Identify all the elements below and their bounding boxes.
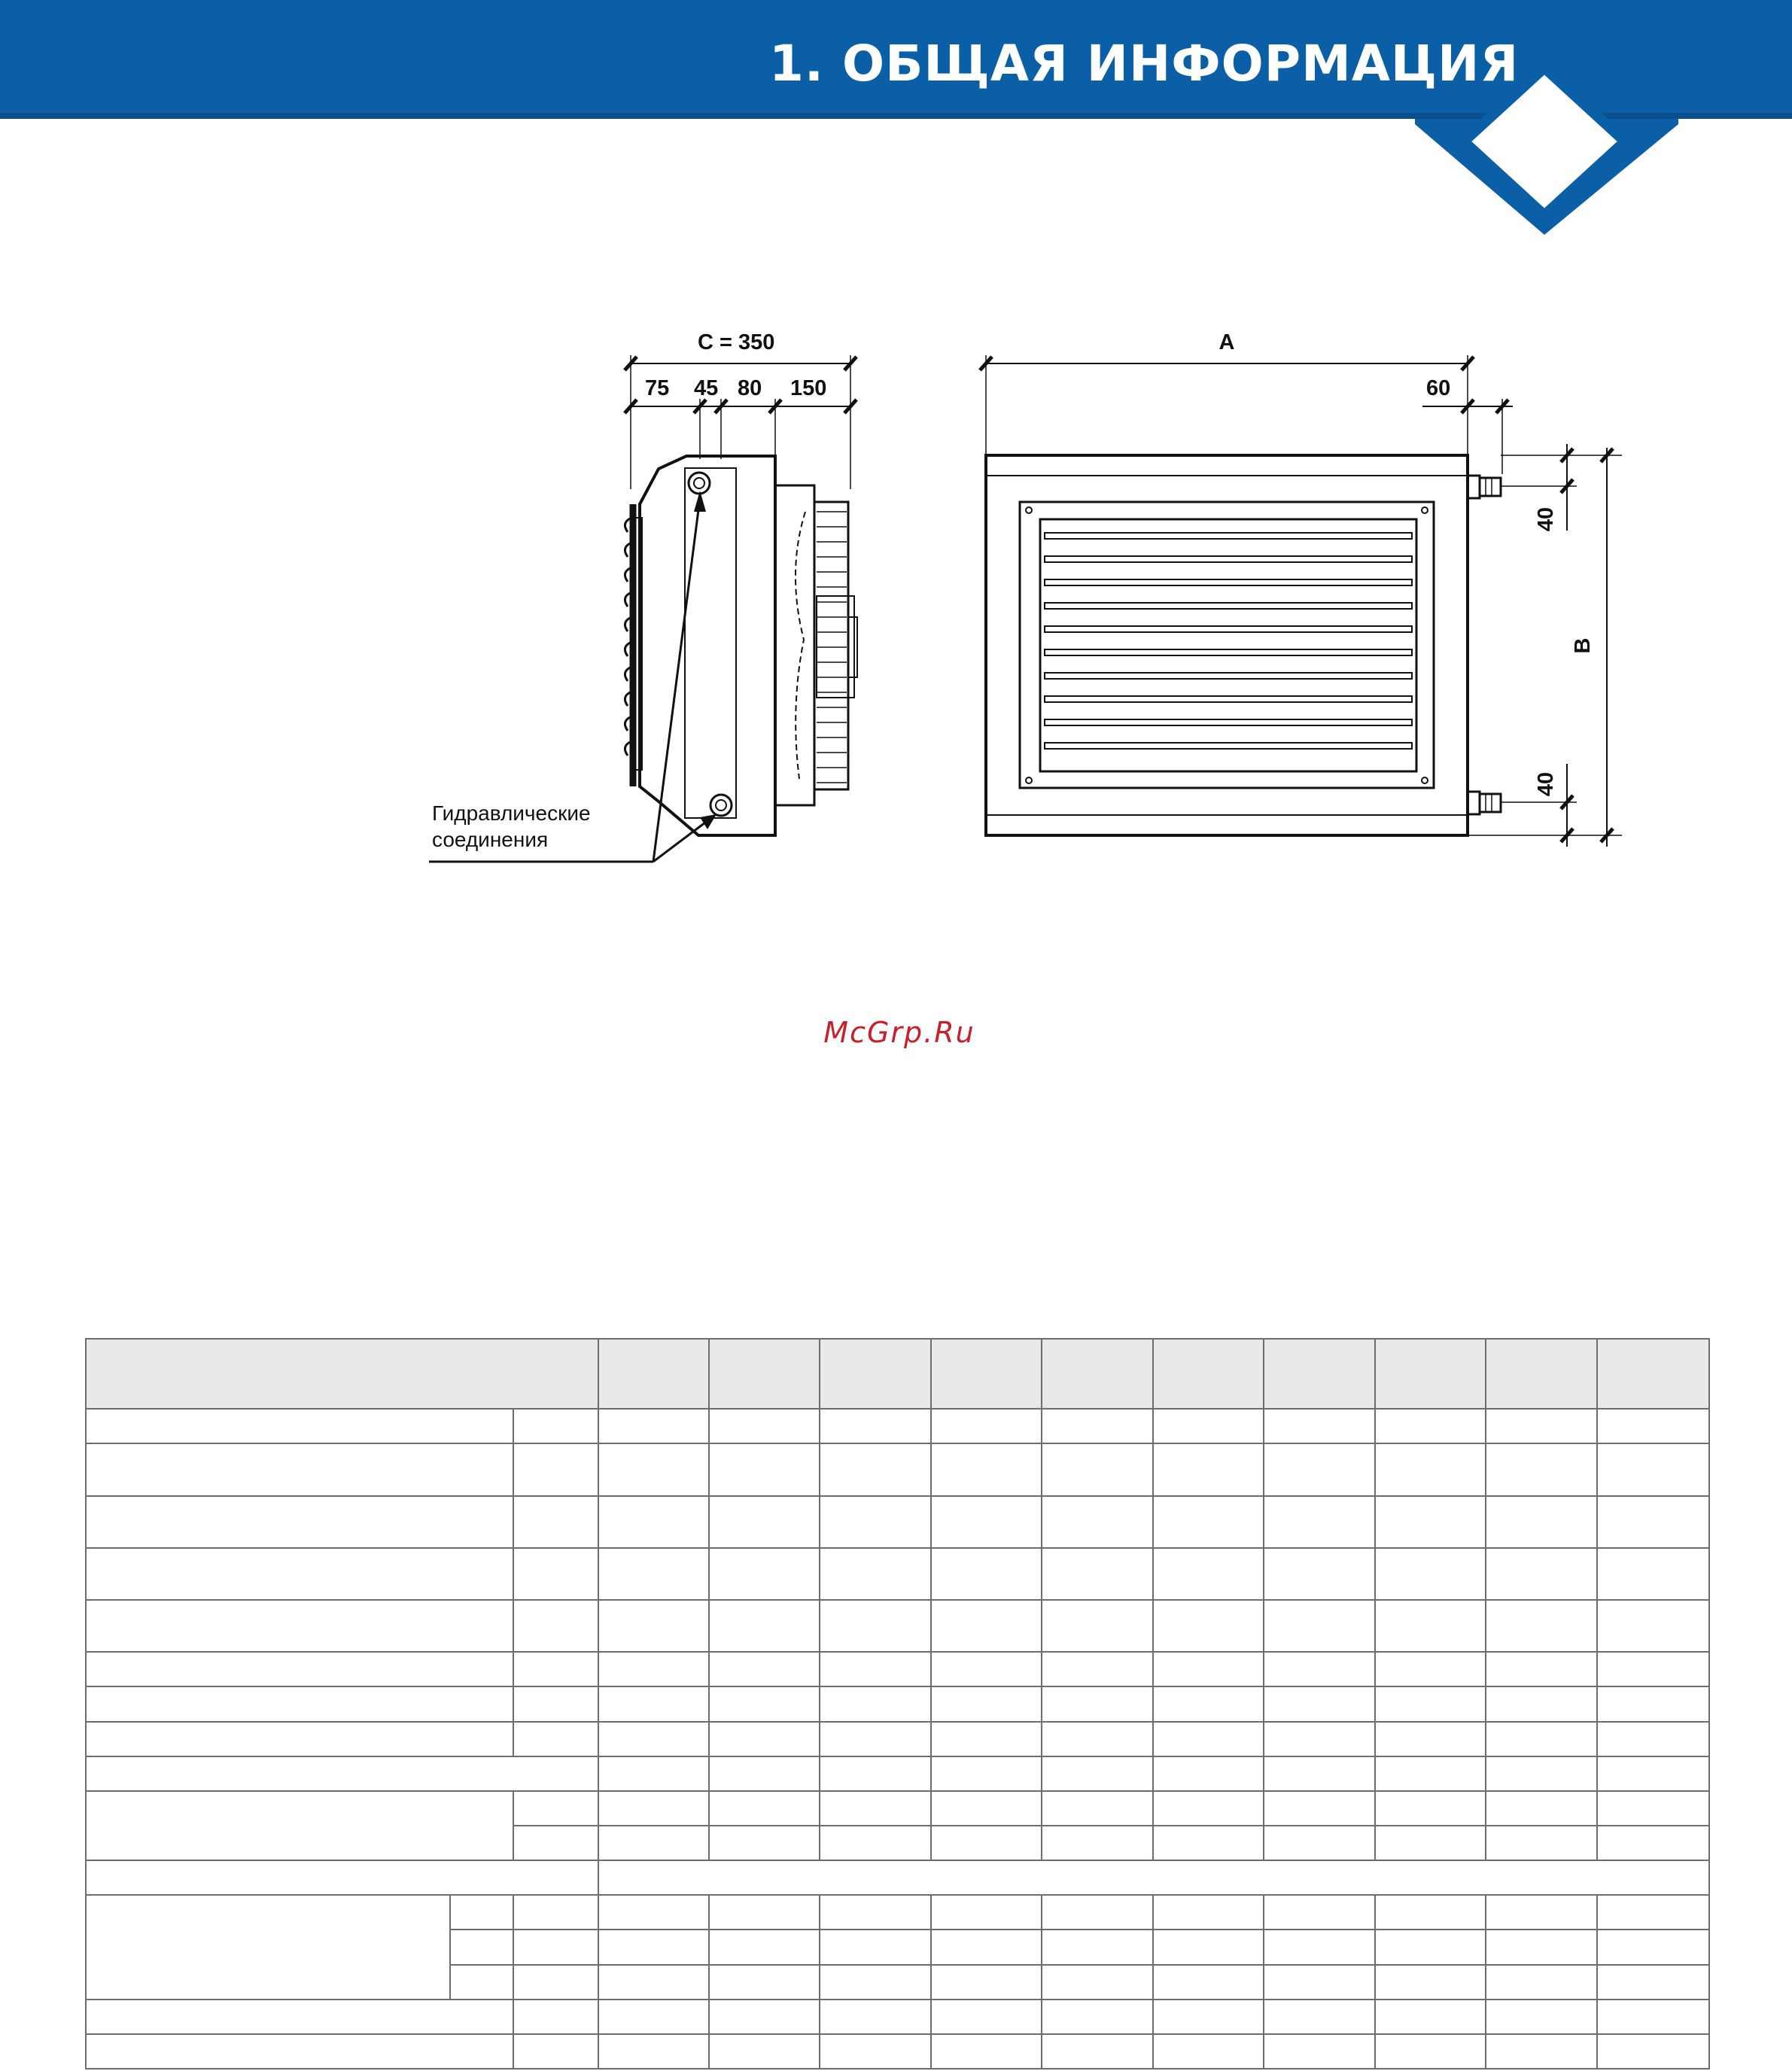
table-cell: [1486, 1496, 1597, 1548]
table-cell: [1264, 1791, 1375, 1826]
table-cell: [1153, 1930, 1264, 1964]
table-cell: [1486, 1443, 1597, 1495]
table-cell: [513, 1930, 598, 1964]
table-cell: [1597, 1409, 1709, 1443]
table-cell: [1486, 1756, 1597, 1791]
hydraulic-connections-label: [432, 801, 596, 851]
table-cell: [1042, 1443, 1153, 1495]
table-cell: [598, 1756, 709, 1791]
table-cell: [1042, 1686, 1153, 1721]
table-cell: [931, 2000, 1042, 2034]
table-cell: [598, 1791, 709, 1826]
table-row: [86, 1409, 1709, 1443]
table-cell: [1597, 1686, 1709, 1721]
table-cell: [820, 1600, 931, 1652]
table-row: [86, 2000, 1709, 2034]
table-cell: [1486, 1965, 1597, 2000]
table-cell: [931, 1756, 1042, 1791]
table-cell: [1042, 1600, 1153, 1652]
table-cell: [86, 1409, 513, 1443]
table-cell: [1153, 1548, 1264, 1600]
table-cell: [709, 1686, 820, 1721]
table-cell: [598, 2034, 709, 2069]
table-cell: [598, 1686, 709, 1721]
table-cell: [1375, 1826, 1486, 1860]
table-cell: [1486, 1826, 1597, 1860]
table-cell: [1375, 1965, 1486, 2000]
table-cell: [931, 1686, 1042, 1721]
table-header-cell: [86, 1339, 598, 1409]
table-row: [86, 1791, 1709, 1826]
table-cell: [513, 2034, 598, 2069]
table-cell: [820, 1965, 931, 2000]
table-cell: [1597, 1791, 1709, 1826]
table-cell: [931, 1496, 1042, 1548]
table-cell: [598, 1965, 709, 2000]
callout-line-2: соединения: [432, 828, 549, 851]
table-cell: [513, 1722, 598, 1756]
table-cell: [1486, 2034, 1597, 2069]
table-cell: [1486, 1600, 1597, 1652]
table-cell: [1264, 2000, 1375, 2034]
table-header-cell: [931, 1339, 1042, 1409]
table-cell: [1597, 1652, 1709, 1686]
table-cell: [1264, 1548, 1375, 1600]
table-cell: [1042, 1496, 1153, 1548]
table-cell: [450, 1930, 513, 1964]
dimension-75-label: 75: [645, 376, 670, 400]
table-cell: [1153, 2034, 1264, 2069]
table-cell: [513, 1409, 598, 1443]
table-cell: [86, 2034, 513, 2069]
table-cell: [1042, 1930, 1153, 1964]
table-cell: [931, 1600, 1042, 1652]
table-cell: [598, 1826, 709, 1860]
table-header-cell: [1486, 1339, 1597, 1409]
table-cell: [1486, 1791, 1597, 1826]
table-cell: [598, 1930, 709, 1964]
table-cell: [513, 1965, 598, 2000]
table-cell: [513, 1443, 598, 1495]
table-header-row: [86, 1339, 1709, 1409]
table-cell: [1153, 1600, 1264, 1652]
table-header-cell: [1375, 1339, 1486, 1409]
table-cell: [1153, 1895, 1264, 1930]
table-cell: [1153, 2000, 1264, 2034]
table-row: [86, 1496, 1709, 1548]
table-cell: [86, 1600, 513, 1652]
table-cell: [1264, 1409, 1375, 1443]
table-cell: [1264, 1930, 1375, 1964]
table-cell: [931, 1895, 1042, 1930]
table-header-cell: [1042, 1339, 1153, 1409]
table-cell: [1375, 2000, 1486, 2034]
table-cell: [1597, 1965, 1709, 2000]
table-cell: [1375, 1930, 1486, 1964]
table-cell: [1597, 2034, 1709, 2069]
table-cell: [1597, 1756, 1709, 1791]
table-cell: [1375, 1686, 1486, 1721]
table-cell: [820, 1686, 931, 1721]
table-cell: [1264, 1895, 1375, 1930]
table-cell: [709, 2000, 820, 2034]
table-cell: [1264, 1496, 1375, 1548]
table-cell: [598, 1895, 709, 1930]
table-cell: [931, 1826, 1042, 1860]
table-cell: [820, 2034, 931, 2069]
table-cell: [931, 1965, 1042, 2000]
table-cell: [709, 1895, 820, 1930]
table-header-cell: [820, 1339, 931, 1409]
table-cell: [1153, 1826, 1264, 1860]
table-row: [86, 1895, 1709, 1930]
table-cell: [598, 1600, 709, 1652]
table-cell: [1375, 1443, 1486, 1495]
table-cell: [86, 1791, 513, 1860]
table-cell: [1486, 1722, 1597, 1756]
table-header-cell: [1597, 1339, 1709, 1409]
technical-drawings: [0, 286, 1792, 888]
table-cell: [709, 1791, 820, 1826]
table-cell: [513, 1791, 598, 1826]
table-cell: [820, 1826, 931, 1860]
table-cell: [598, 1443, 709, 1495]
table-cell: [1264, 1652, 1375, 1686]
table-cell: [1264, 1722, 1375, 1756]
table-cell: [1597, 1496, 1709, 1548]
table-cell: [86, 1895, 450, 1999]
table-cell: [1264, 1600, 1375, 1652]
table-cell: [820, 1930, 931, 1964]
table-cell: [820, 1791, 931, 1826]
table-cell: [598, 1548, 709, 1600]
table-cell: [86, 2000, 513, 2034]
table-cell: [1264, 1756, 1375, 1791]
table-cell: [1597, 2000, 1709, 2034]
dimension-45-label: 45: [694, 376, 719, 400]
watermark: McGrp.Ru: [823, 1016, 975, 1049]
table-cell: [86, 1722, 513, 1756]
table-cell: [709, 1652, 820, 1686]
table-cell: [1042, 1895, 1153, 1930]
table-cell: [1375, 2034, 1486, 2069]
table-cell: [1153, 1965, 1264, 2000]
table-cell: [1042, 1965, 1153, 2000]
table-cell: [1597, 1826, 1709, 1860]
table-cell: [1153, 1722, 1264, 1756]
table-row: [86, 1600, 1709, 1652]
table-cell: [1375, 1652, 1486, 1686]
table-cell: [1153, 1496, 1264, 1548]
table-cell: [1042, 1652, 1153, 1686]
table-cell: [1264, 1686, 1375, 1721]
table-cell: [513, 2000, 598, 2034]
table-cell: [1153, 1756, 1264, 1791]
table-row: [86, 1443, 1709, 1495]
dimension-c-label: C = 350: [698, 330, 775, 354]
page-title: 1. ОБЩАЯ ИНФОРМАЦИЯ: [769, 35, 1520, 93]
table-cell: [86, 1686, 513, 1721]
table-cell: [820, 1756, 931, 1791]
table-cell: [1486, 1686, 1597, 1721]
dimension-b-label: B: [1571, 637, 1595, 654]
table-cell: [450, 1895, 513, 1930]
table-cell: [709, 1443, 820, 1495]
table-cell: [931, 1930, 1042, 1964]
table-cell: [86, 1652, 513, 1686]
table-cell: [820, 1652, 931, 1686]
table-header-cell: [709, 1339, 820, 1409]
table-cell: [1042, 1756, 1153, 1791]
table-cell: [709, 1756, 820, 1791]
table-cell: [513, 1600, 598, 1652]
table-cell: [1375, 1895, 1486, 1930]
table-cell: [513, 1548, 598, 1600]
table-cell: [709, 1965, 820, 2000]
table-cell: [1264, 1443, 1375, 1495]
table-cell: [1597, 1548, 1709, 1600]
table-cell: [86, 1496, 513, 1548]
table-cell: [1375, 1756, 1486, 1791]
table-row: [86, 1722, 1709, 1756]
table-cell: [598, 2000, 709, 2034]
specification-table: [85, 1338, 1710, 2069]
table-cell: [450, 1965, 513, 2000]
table-cell: [1597, 1722, 1709, 1756]
table-cell: [598, 1652, 709, 1686]
table-cell: [931, 1652, 1042, 1686]
table-cell: [513, 1652, 598, 1686]
table-cell: [709, 1409, 820, 1443]
table-cell: [86, 1548, 513, 1600]
table-cell: [1597, 1930, 1709, 1964]
table-cell: [820, 1548, 931, 1600]
table-cell: [598, 1496, 709, 1548]
table-cell: [1375, 1496, 1486, 1548]
table-cell: [1486, 1548, 1597, 1600]
table-cell: [820, 1496, 931, 1548]
table-cell: [709, 1600, 820, 1652]
table-cell: [598, 1722, 709, 1756]
table-cell: [1042, 1409, 1153, 1443]
table-cell: [513, 1496, 598, 1548]
dimension-a-label: A: [1218, 330, 1235, 354]
table-cell: [513, 1826, 598, 1860]
table-cell: [1042, 2000, 1153, 2034]
table-cell: [931, 2034, 1042, 2069]
table-cell: [820, 1443, 931, 1495]
table-row: [86, 1756, 1709, 1791]
table-cell: [1375, 1600, 1486, 1652]
table-cell: [931, 1722, 1042, 1756]
table-cell: [709, 1496, 820, 1548]
dimension-150-label: 150: [790, 376, 827, 400]
table-cell: [1153, 1791, 1264, 1826]
table-cell: [1486, 1409, 1597, 1443]
table-cell: [1486, 1930, 1597, 1964]
table-cell: [820, 1722, 931, 1756]
table-cell: [1597, 1600, 1709, 1652]
table-cell: [1264, 1826, 1375, 1860]
table-cell: [1486, 1652, 1597, 1686]
table-cell: [1375, 1409, 1486, 1443]
table-cell: [1375, 1722, 1486, 1756]
table-cell: [931, 1791, 1042, 1826]
dimension-80-label: 80: [738, 376, 762, 400]
dimension-40-top-label: 40: [1534, 506, 1558, 532]
table-cell: [1153, 1686, 1264, 1721]
table-cell: [709, 2034, 820, 2069]
dimension-60-label: 60: [1426, 376, 1451, 400]
table-cell: [1042, 2034, 1153, 2069]
table-cell: [513, 1895, 598, 1930]
table-cell: [820, 1895, 931, 1930]
table-header-cell: [1264, 1339, 1375, 1409]
diamond-logo-icon: [1415, 68, 1678, 241]
table-cell: [86, 1443, 513, 1495]
table-row: [86, 2034, 1709, 2069]
table-cell: [820, 2000, 931, 2034]
table-cell: [598, 1409, 709, 1443]
table-cell: [1153, 1409, 1264, 1443]
table-cell: [1375, 1791, 1486, 1826]
table-row: [86, 1652, 1709, 1686]
dimension-40-bottom-label: 40: [1534, 771, 1558, 797]
table-cell: [1042, 1791, 1153, 1826]
table-cell: [1042, 1826, 1153, 1860]
side-view-drawing: [429, 355, 857, 862]
table-cell: [1264, 2034, 1375, 2069]
table-cell: [1486, 2000, 1597, 2034]
table-cell: [1153, 1443, 1264, 1495]
table-cell: [1375, 1548, 1486, 1600]
table-cell: [931, 1548, 1042, 1600]
table-cell: [86, 1860, 598, 1895]
table-cell: [931, 1409, 1042, 1443]
table-cell: [1042, 1548, 1153, 1600]
table-cell: [86, 1756, 598, 1791]
table-cell: [820, 1409, 931, 1443]
table-cell: [709, 1930, 820, 1964]
table-row: [86, 1686, 1709, 1721]
table-header-cell: [1153, 1339, 1264, 1409]
front-view-drawing: [980, 355, 1622, 847]
table-cell: [513, 1686, 598, 1721]
table-cell: [931, 1443, 1042, 1495]
table-cell: [709, 1548, 820, 1600]
table-cell: [1264, 1965, 1375, 2000]
table-cell: [598, 1860, 1709, 1895]
table-cell: [709, 1826, 820, 1860]
table-row: [86, 1548, 1709, 1600]
table-header-cell: [598, 1339, 709, 1409]
table-row: [86, 1860, 1709, 1895]
callout-line-1: Гидравлические: [432, 801, 591, 825]
table-cell: [1597, 1895, 1709, 1930]
table-cell: [1042, 1722, 1153, 1756]
table-cell: [1153, 1652, 1264, 1686]
table-cell: [1597, 1443, 1709, 1495]
table-cell: [709, 1722, 820, 1756]
table-cell: [1486, 1895, 1597, 1930]
